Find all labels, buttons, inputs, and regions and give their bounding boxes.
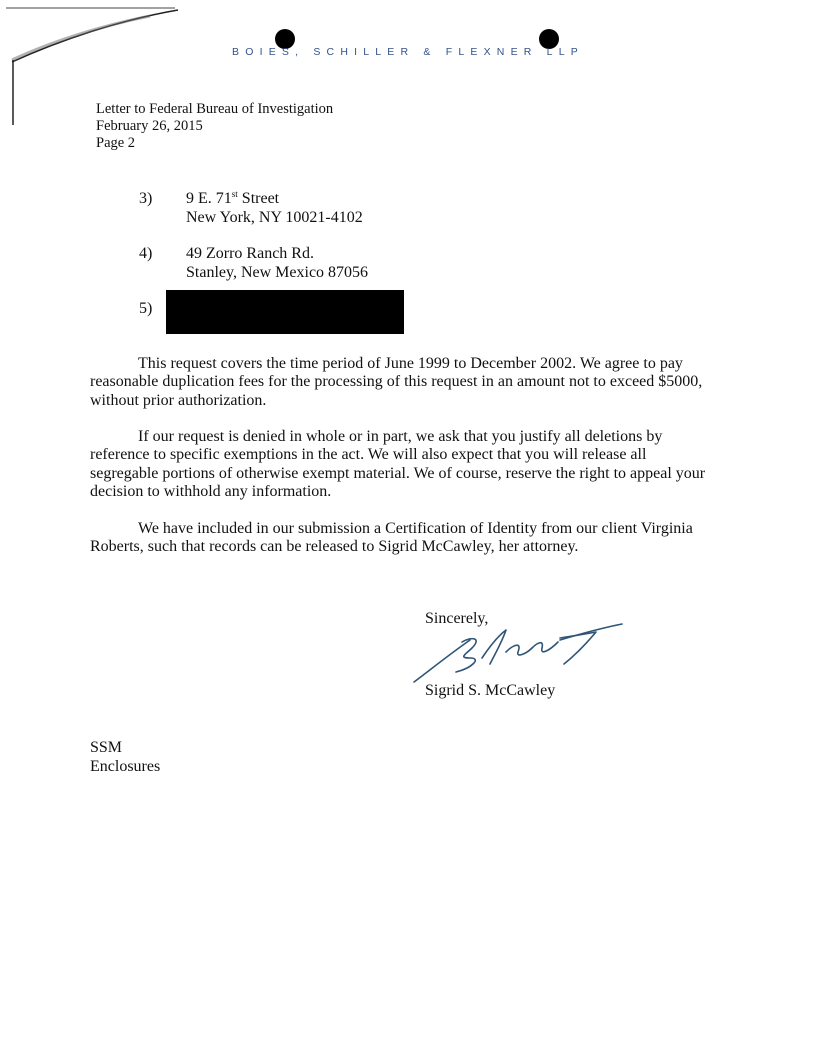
address-3-number: 3)	[139, 190, 153, 207]
address-3-line1: 9 E. 71st Street	[186, 189, 280, 207]
closing-salutation: Sincerely,	[425, 610, 489, 627]
paragraph-line: without prior authorization.	[90, 391, 267, 409]
header-date: February 26, 2015	[96, 118, 203, 134]
paragraph-line: reasonable duplication fees for the processing of this request in an amount not to exceed $5000,	[90, 373, 703, 391]
header-recipient: Letter to Federal Bureau of Investigation	[96, 101, 334, 117]
paragraph-line: If our request is denied in whole or in part, we ask that you justify all deletions by	[138, 428, 663, 445]
paragraph-line: Roberts, such that records can be released to Sigrid McCawley, her attorney.	[90, 538, 579, 556]
redaction-block	[166, 290, 404, 334]
address-4-number: 4)	[139, 245, 153, 262]
address-4-line1: 49 Zorro Ranch Rd.	[186, 245, 314, 262]
page-header	[96, 101, 333, 152]
enclosures-note: Enclosures	[90, 758, 161, 775]
letterhead: BOIES, SCHILLER & FLEXNER LLP	[232, 46, 584, 58]
address-5-number: 5)	[139, 300, 153, 317]
paragraph-exemptions	[90, 428, 720, 502]
paragraph-certification	[90, 520, 720, 557]
paragraph-line: decision to withhold any information.	[90, 483, 332, 501]
paragraph-fees	[90, 355, 720, 410]
paragraph-line: segregable portions of otherwise exempt material. We of course, reserve the right to appeal your	[90, 464, 706, 482]
address-3-line2: New York, NY 10021-4102	[186, 209, 363, 226]
address-4	[186, 244, 368, 282]
paragraph-line: This request covers the time period of June 1999 to December 2002. We agree to pay	[138, 355, 683, 372]
signer-name: Sigrid S. McCawley	[425, 682, 556, 699]
typist-initials: SSM	[90, 739, 123, 756]
paragraph-line: We have included in our submission a Certification of Identity from our client Virginia	[138, 520, 693, 537]
address-3	[186, 189, 363, 227]
handwritten-signature	[410, 612, 630, 692]
address-4-line2: Stanley, New Mexico 87056	[186, 264, 369, 281]
header-page: Page 2	[96, 135, 136, 151]
paragraph-line: reference to specific exemptions in the act. We will also expect that you will release all	[90, 446, 647, 464]
footer-notation	[90, 738, 160, 776]
